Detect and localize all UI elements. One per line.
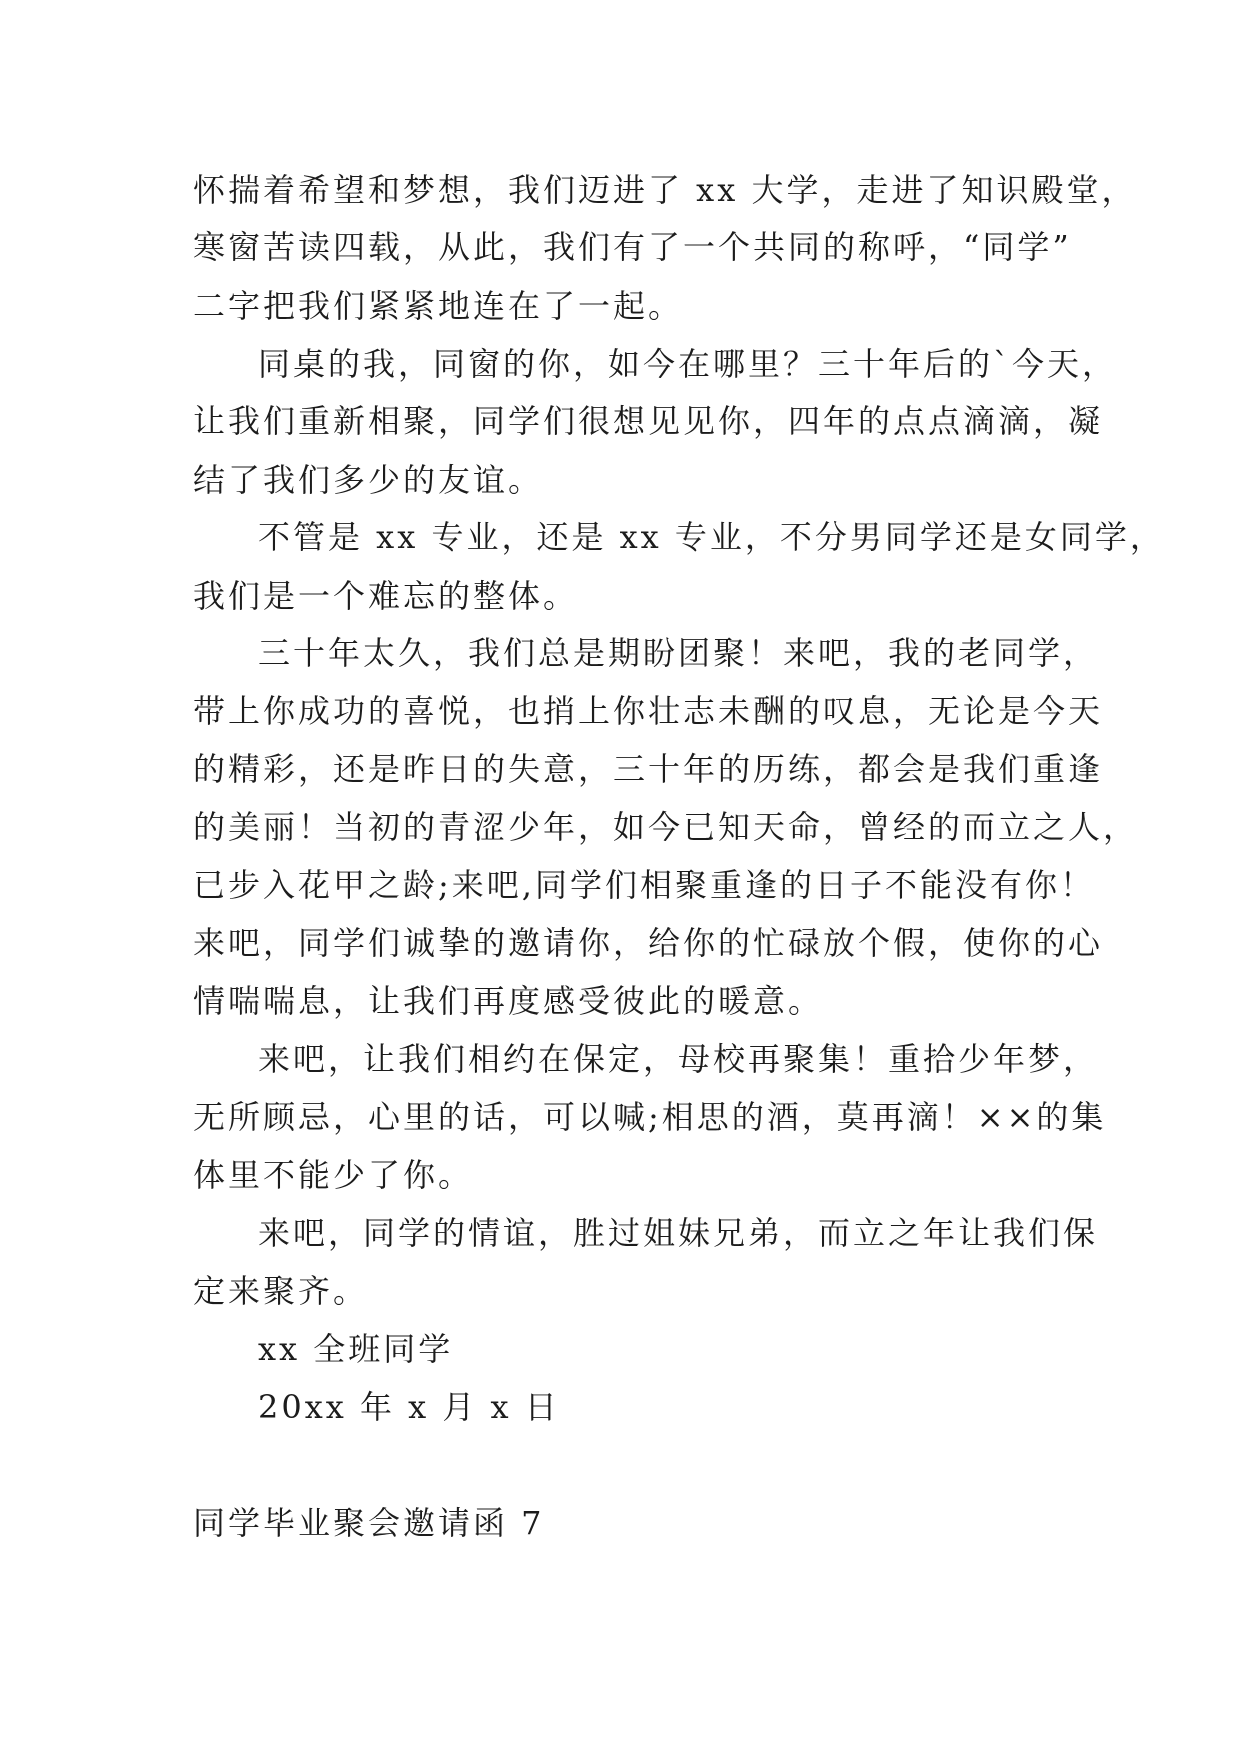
paragraph-line: 体里不能少了你。 — [193, 1156, 474, 1194]
signature: xx 全班同学 — [258, 1330, 454, 1368]
paragraph-line: 情喘喘息，让我们再度感受彼此的暖意。 — [193, 982, 824, 1020]
paragraph-line: 结了我们多少的友谊。 — [193, 461, 544, 499]
paragraph-line: 来吧，同学们诚挚的邀请你，给你的忙碌放个假，使你的心 — [193, 924, 1104, 962]
paragraph-line: 同桌的我，同窗的你，如今在哪里？三十年后的`今天， — [258, 345, 1118, 383]
paragraph-line: 二字把我们紧紧地连在了一起。 — [193, 287, 684, 325]
paragraph-line: 不管是 xx 专业，还是 xx 专业，不分男同学还是女同学， — [258, 518, 1165, 556]
paragraph-line: 让我们重新相聚，同学们很想见见你，四年的点点滴滴，凝 — [193, 402, 1104, 440]
paragraph-line: 怀揣着希望和梦想，我们迈进了 xx 大学，走进了知识殿堂， — [193, 171, 1137, 209]
section-heading: 同学毕业聚会邀请函 7 — [193, 1504, 545, 1542]
paragraph-line: 来吧，同学的情谊，胜过姐妹兄弟，而立之年让我们保 — [258, 1214, 1099, 1252]
paragraph-line: 已步入花甲之龄;来吧,同学们相聚重逢的日子不能没有你！ — [193, 866, 1095, 904]
paragraph-line: 的精彩，还是昨日的失意，三十年的历练，都会是我们重逢 — [193, 750, 1104, 788]
paragraph-line: 定来聚齐。 — [193, 1272, 369, 1310]
paragraph-line: 无所顾忌，心里的话，可以喊;相思的酒，莫再滴！××的集 — [193, 1098, 1107, 1136]
paragraph-line: 带上你成功的喜悦，也捎上你壮志未酬的叹息，无论是今天 — [193, 692, 1104, 730]
paragraph-line: 来吧，让我们相约在保定，母校再聚集！重拾少年梦， — [258, 1040, 1099, 1078]
date: 20xx 年 x 月 x 日 — [258, 1388, 560, 1426]
paragraph-line: 寒窗苦读四载，从此，我们有了一个共同的称呼，“同学” — [193, 228, 1072, 266]
paragraph-line: 我们是一个难忘的整体。 — [193, 577, 579, 615]
paragraph-line: 的美丽！当初的青涩少年，如今已知天命，曾经的而立之人， — [193, 808, 1139, 846]
paragraph-line: 三十年太久，我们总是期盼团聚！来吧，我的老同学， — [258, 634, 1099, 672]
